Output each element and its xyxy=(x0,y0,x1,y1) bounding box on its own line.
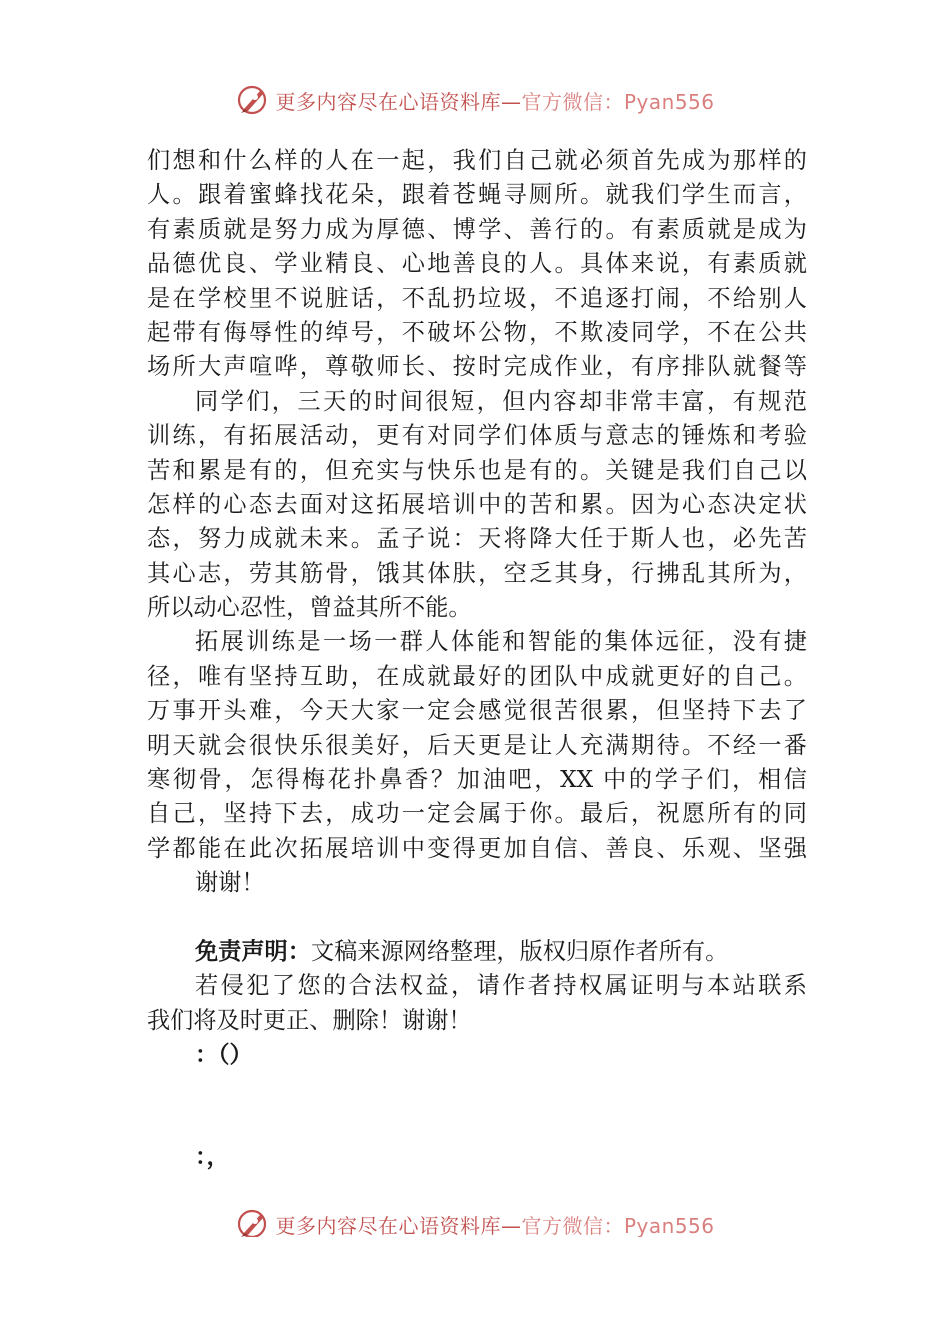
text-line: 径，唯有坚持互助，在成就最好的团队中成就更好的自己。 xyxy=(147,662,807,690)
footer-banner-main: 更多内容尽在心语资料库— xyxy=(275,1213,522,1237)
text-line: 起带有侮辱性的绰号，不破坏公物，不欺凌同学，不在公共 xyxy=(147,318,807,346)
footer-banner-text xyxy=(275,1210,714,1238)
footer-banner-id: Pyan556 xyxy=(623,1213,715,1237)
text-line: 场所大声喧哗，尊敬师长、按时完成作业，有序排队就餐等 xyxy=(147,353,807,381)
text-line: 态，努力成就未来。孟子说：天将降大任于斯人也，必先苦 xyxy=(147,525,807,553)
header-banner-inner xyxy=(235,83,714,117)
text-line: 们想和什么样的人在一起，我们自己就必须首先成为那样的 xyxy=(147,147,807,174)
paragraph-3 xyxy=(147,625,807,866)
footer-banner-inner xyxy=(235,1207,714,1237)
text-line: 是在学校里不说脏话，不乱扔垃圾，不追逐打闹，不给别人 xyxy=(147,284,807,312)
symbol-line-2: ：， xyxy=(195,1144,230,1171)
text-line: 明天就会很快乐很美好，后天更是让人充满期待。不经一番 xyxy=(147,731,807,759)
header-banner xyxy=(0,80,950,120)
text-line: 怎样的心态去面对这拓展培训中的苦和累。因为心态决定状 xyxy=(147,490,807,518)
footer-banner xyxy=(0,1203,950,1237)
text-line: 其心志，劳其筋骨，饿其体肤，空乏其身，行拂乱其所为， xyxy=(147,559,807,587)
text-line: 苦和累是有的，但充实与快乐也是有的。关键是我们自己以 xyxy=(147,456,807,484)
paragraph-2 xyxy=(147,385,807,626)
text-line: 万事开头难，今天大家一定会感觉很苦很累，但坚持下去了 xyxy=(147,697,807,725)
header-banner-main: 更多内容尽在心语资料库— xyxy=(275,89,522,114)
text-line: 品德优良、学业精良、心地善良的人。具体来说，有素质就 xyxy=(147,250,807,278)
text-line: 训练，有拓展活动，更有对同学们体质与意志的锤炼和考验 xyxy=(147,422,807,450)
symbol-line-1: ：（） xyxy=(195,1042,253,1069)
text-line: 所以动心忍性，曾益其所不能。 xyxy=(147,594,472,622)
header-banner-wechat: 官方微信： xyxy=(521,89,624,114)
text-line: 同学们，三天的时间很短，但内容却非常丰富，有规范 xyxy=(195,387,807,415)
text-line: 寒彻骨，怎得梅花扑鼻香？加油吧，XX 中的学子们，相信 xyxy=(147,766,807,794)
disclaimer-line-1 xyxy=(147,935,807,969)
paragraph-1 xyxy=(147,144,807,385)
pen-logo-icon xyxy=(235,1207,269,1237)
text-line: 有素质就是努力成为厚德、博学、善行的。有素质就是成为 xyxy=(147,215,807,243)
header-banner-text xyxy=(275,86,714,115)
spacer xyxy=(147,1072,807,1140)
document-body xyxy=(147,144,807,1174)
text-line: 拓展训练是一场一群人体能和智能的集体远征，没有捷 xyxy=(195,628,807,656)
text-line: 学都能在此次拓展培训中变得更加自信、善良、乐观、坚强 xyxy=(147,834,807,862)
disclaimer-line-2: 若侵犯了您的合法权益，请作者持权属证明与本站联系 xyxy=(195,972,807,1000)
disclaimer-line-3: 我们将及时更正、删除！谢谢！ xyxy=(147,1006,472,1034)
spacer xyxy=(147,901,807,935)
footer-banner-wechat: 官方微信： xyxy=(521,1213,624,1237)
pen-logo-icon xyxy=(235,83,269,117)
thanks-line: 谢谢！ xyxy=(195,869,265,897)
disclaimer-text: 文稿来源网络整理，版权归原作者所有。 xyxy=(310,937,729,965)
disclaimer xyxy=(147,935,807,1174)
text-line: 人。跟着蜜蜂找花朵，跟着苍蝇寻厕所。就我们学生而言， xyxy=(147,181,807,209)
disclaimer-label: 免责声明： xyxy=(195,937,311,965)
header-banner-id: Pyan556 xyxy=(623,89,715,114)
text-line: 自己，坚持下去，成功一定会属于你。最后，祝愿所有的同 xyxy=(147,800,807,828)
